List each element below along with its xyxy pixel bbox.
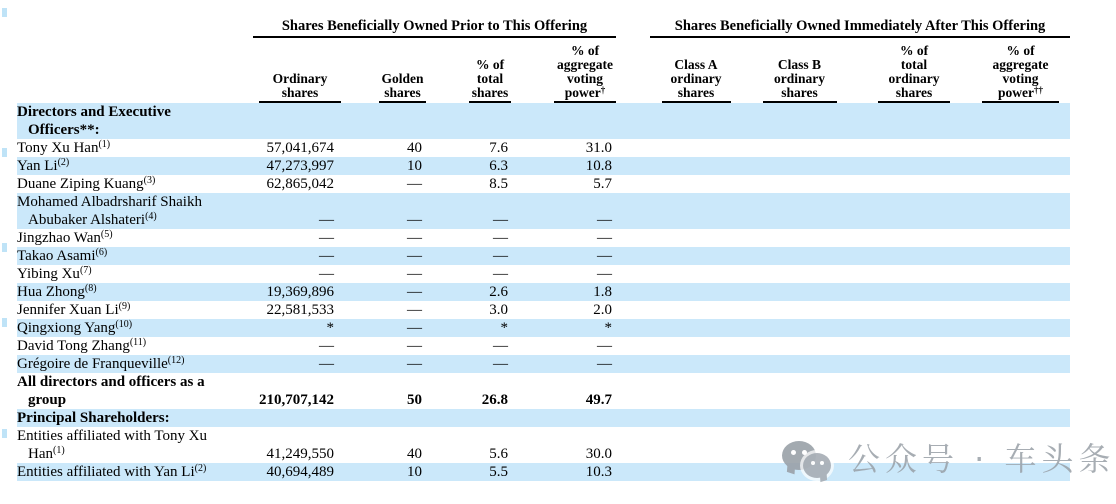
- table-row: [17, 355, 1070, 373]
- cell-value: —: [493, 248, 508, 264]
- cell-value: —: [319, 248, 334, 264]
- cell-value-empty: [857, 247, 971, 265]
- row-label: Jennifer Xuan Li$^{(9)}$: [17, 301, 131, 318]
- column-gap: [616, 283, 650, 301]
- cell-value: 10.3: [585, 464, 612, 480]
- column-gap: [616, 157, 650, 175]
- cell-value: 62,865,042: [266, 176, 334, 192]
- edge-artifact: [2, 148, 7, 157]
- wechat-icon: [780, 437, 836, 481]
- cell-value-empty: [971, 301, 1070, 319]
- row-label: Qingxiong Yang$^{(10)}$: [17, 319, 133, 336]
- prior-offering-group-header: [253, 12, 616, 38]
- column-gap: [616, 319, 650, 337]
- row-label: Duane Ziping Kuang$^{(3)}$: [17, 175, 156, 192]
- cell-value-empty: [650, 139, 742, 157]
- cell-value-empty: [742, 157, 857, 175]
- row-label: Entities affiliated with Yan Li$^{(2)}$: [17, 463, 207, 480]
- cell-value: 30.0: [585, 446, 612, 462]
- cell-value-empty: [650, 319, 742, 337]
- cell-value-empty: [971, 247, 1070, 265]
- cell-value-empty: [742, 301, 857, 319]
- cell-value-empty: [971, 103, 1070, 139]
- cell-value: 5.5: [489, 464, 508, 480]
- table-row: [17, 265, 1070, 283]
- row-label: Mohamed Albadrsharif Shaikh Abubaker Alshateri$^{(4)}$: [17, 194, 202, 228]
- table-row: [17, 193, 1070, 229]
- cell-value-empty: [971, 319, 1070, 337]
- cell-value-empty: [650, 337, 742, 355]
- table-row: [17, 319, 1070, 337]
- column-header: % of aggregate voting power†: [511, 38, 616, 103]
- table-row: [17, 283, 1070, 301]
- cell-value: —: [597, 212, 612, 228]
- cell-value: [253, 103, 341, 139]
- cell-value: 40: [407, 446, 422, 462]
- watermark-text: 公众号 · 车头条: [848, 440, 1116, 478]
- cell-value: —: [407, 284, 422, 300]
- column-header: % of total ordinary shares: [857, 38, 971, 103]
- cell-value: 49.7: [585, 392, 612, 408]
- cell-value: [253, 409, 341, 427]
- cell-value-empty: [971, 283, 1070, 301]
- cell-value: 3.0: [489, 302, 508, 318]
- cell-value: 6.3: [489, 158, 508, 174]
- cell-value-empty: [857, 229, 971, 247]
- cell-value: [511, 103, 616, 139]
- cell-value: —: [407, 176, 422, 192]
- cell-value: —: [407, 338, 422, 354]
- cell-value-empty: [971, 337, 1070, 355]
- cell-value: 10: [407, 464, 422, 480]
- cell-value: —: [319, 230, 334, 246]
- cell-value: *: [500, 320, 508, 336]
- cell-value-empty: [650, 463, 742, 481]
- watermark: [780, 437, 1116, 481]
- cell-value: —: [597, 356, 612, 372]
- cell-value-empty: [971, 409, 1070, 427]
- cell-value: 8.5: [489, 176, 508, 192]
- cell-value: 40: [407, 140, 422, 156]
- column-gap: [616, 301, 650, 319]
- cell-value: —: [597, 248, 612, 264]
- table-body: [17, 103, 1070, 481]
- column-gap: [616, 12, 650, 38]
- column-header: Ordinary shares: [253, 38, 341, 103]
- cell-value-empty: [857, 373, 971, 409]
- column-gap: [616, 175, 650, 193]
- cell-value-empty: [857, 337, 971, 355]
- column-gap: [616, 427, 650, 463]
- cell-value-empty: [650, 247, 742, 265]
- column-gap: [616, 139, 650, 157]
- row-label: David Tong Zhang$^{(11)}$: [17, 337, 147, 354]
- cell-value-empty: [650, 355, 742, 373]
- column-gap: [616, 38, 650, 103]
- cell-value-empty: [742, 319, 857, 337]
- cell-value: —: [407, 230, 422, 246]
- cell-value: —: [597, 230, 612, 246]
- cell-value-empty: [857, 157, 971, 175]
- cell-value-empty: [742, 337, 857, 355]
- cell-value: 41,249,550: [266, 446, 334, 462]
- cell-value: 19,369,896: [266, 284, 334, 300]
- cell-value-empty: [971, 229, 1070, 247]
- column-header: Golden shares: [341, 38, 426, 103]
- cell-value-empty: [857, 409, 971, 427]
- label-column-header: [17, 12, 253, 38]
- prior-offering-group-title: Shares Beneficially Owned Prior to This Offering: [253, 18, 616, 38]
- cell-value-empty: [971, 373, 1070, 409]
- row-label: Entities affiliated with Tony Xu Han$^{(1)}$: [17, 428, 208, 462]
- row-label: Yan Li$^{(2)}$: [17, 157, 70, 174]
- cell-value: —: [319, 338, 334, 354]
- cell-value-empty: [650, 193, 742, 229]
- table-row: [17, 373, 1070, 409]
- after-offering-group-title: Shares Beneficially Owned Immediately After This Offering: [650, 18, 1070, 38]
- table-row: [17, 337, 1070, 355]
- cell-value-empty: [971, 175, 1070, 193]
- table-row: [17, 175, 1070, 193]
- cell-value: 7.6: [489, 140, 508, 156]
- cell-value: 2.0: [593, 302, 612, 318]
- cell-value-empty: [857, 175, 971, 193]
- row-label: Hua Zhong$^{(8)}$: [17, 283, 97, 300]
- cell-value-empty: [857, 355, 971, 373]
- row-label: Yibing Xu$^{(7)}$: [17, 265, 92, 282]
- cell-value: [341, 409, 426, 427]
- cell-value: —: [407, 320, 422, 336]
- cell-value: 47,273,997: [266, 158, 334, 174]
- column-gap: [616, 373, 650, 409]
- cell-value-empty: [971, 265, 1070, 283]
- cell-value-empty: [650, 409, 742, 427]
- cell-value-empty: [742, 139, 857, 157]
- table-row: [17, 139, 1070, 157]
- row-label: Takao Asami$^{(6)}$: [17, 247, 108, 264]
- cell-value: —: [407, 266, 422, 282]
- cell-value: 210,707,142: [259, 392, 334, 408]
- after-offering-group-header: [650, 12, 1070, 38]
- column-header-row: [17, 38, 1070, 103]
- column-gap: [616, 247, 650, 265]
- cell-value: —: [597, 266, 612, 282]
- row-label: All directors and officers as a group: [17, 374, 205, 408]
- table-row: [17, 409, 1070, 427]
- cell-value-empty: [742, 193, 857, 229]
- column-gap: [616, 265, 650, 283]
- cell-value: 50: [407, 392, 422, 408]
- edge-artifact: [2, 8, 7, 17]
- cell-value: —: [493, 338, 508, 354]
- column-gap: [616, 103, 650, 139]
- cell-value-empty: [742, 103, 857, 139]
- cell-value-empty: [650, 427, 742, 463]
- cell-value-empty: [971, 157, 1070, 175]
- cell-value-empty: [857, 139, 971, 157]
- row-label: Grégoire de Franqueville$^{(12)}$: [17, 355, 185, 372]
- cell-value-empty: [650, 283, 742, 301]
- cell-value-empty: [971, 193, 1070, 229]
- cell-value: —: [407, 212, 422, 228]
- cell-value: 26.8: [481, 392, 508, 408]
- group-header-row: [17, 12, 1070, 38]
- cell-value: *: [326, 320, 334, 336]
- label-column-header: [17, 38, 253, 103]
- cell-value-empty: [742, 409, 857, 427]
- cell-value: 2.6: [489, 284, 508, 300]
- cell-value-empty: [650, 301, 742, 319]
- cell-value-empty: [742, 229, 857, 247]
- row-label: Tony Xu Han$^{(1)}$: [17, 139, 111, 156]
- cell-value-empty: [742, 175, 857, 193]
- cell-value-empty: [742, 355, 857, 373]
- cell-value-empty: [857, 265, 971, 283]
- cell-value: 31.0: [585, 140, 612, 156]
- edge-artifact: [2, 318, 7, 327]
- cell-value: 10: [407, 158, 422, 174]
- cell-value: 57,041,674: [266, 140, 334, 156]
- column-gap: [616, 409, 650, 427]
- row-label: Directors and Executive Officers**:: [17, 104, 171, 138]
- column-header: Class A ordinary shares: [650, 38, 742, 103]
- cell-value-empty: [742, 283, 857, 301]
- cell-value-empty: [650, 229, 742, 247]
- row-label: Jingzhao Wan$^{(5)}$: [17, 229, 113, 246]
- cell-value-empty: [971, 355, 1070, 373]
- cell-value-empty: [857, 301, 971, 319]
- cell-value: [426, 409, 511, 427]
- cell-value: 1.8: [593, 284, 612, 300]
- column-gap: [616, 337, 650, 355]
- column-gap: [616, 355, 650, 373]
- cell-value: —: [493, 230, 508, 246]
- cell-value: *: [604, 320, 612, 336]
- edge-artifact: [2, 429, 7, 438]
- column-header: Class B ordinary shares: [742, 38, 857, 103]
- share-ownership-table: [17, 12, 1070, 481]
- cell-value: —: [493, 356, 508, 372]
- cell-value: —: [407, 356, 422, 372]
- cell-value-empty: [742, 265, 857, 283]
- cell-value-empty: [650, 103, 742, 139]
- cell-value: —: [407, 248, 422, 264]
- cell-value: 5.7: [593, 176, 612, 192]
- cell-value: —: [319, 266, 334, 282]
- column-gap: [616, 229, 650, 247]
- row-label: Principal Shareholders:: [17, 410, 170, 426]
- cell-value: 40,694,489: [266, 464, 334, 480]
- cell-value-empty: [650, 265, 742, 283]
- cell-value: 10.8: [585, 158, 612, 174]
- cell-value-empty: [857, 103, 971, 139]
- column-gap: [616, 193, 650, 229]
- cell-value: [341, 103, 426, 139]
- cell-value: [426, 103, 511, 139]
- cell-value: —: [493, 266, 508, 282]
- table-row: [17, 103, 1070, 139]
- cell-value-empty: [857, 319, 971, 337]
- cell-value: —: [493, 212, 508, 228]
- edge-artifact: [2, 243, 7, 252]
- cell-value-empty: [742, 373, 857, 409]
- cell-value: —: [319, 356, 334, 372]
- table-header: [17, 12, 1070, 103]
- table-row: [17, 301, 1070, 319]
- cell-value-empty: [650, 157, 742, 175]
- table-row: [17, 157, 1070, 175]
- cell-value-empty: [742, 247, 857, 265]
- column-header: % of aggregate voting power††: [971, 38, 1070, 103]
- cell-value: 5.6: [489, 446, 508, 462]
- cell-value-empty: [650, 373, 742, 409]
- column-gap: [616, 463, 650, 481]
- cell-value-empty: [857, 283, 971, 301]
- table-row: [17, 247, 1070, 265]
- column-header: % of total shares: [426, 38, 511, 103]
- table-row: [17, 229, 1070, 247]
- cell-value: —: [407, 302, 422, 318]
- cell-value-empty: [857, 193, 971, 229]
- cell-value-empty: [971, 139, 1070, 157]
- cell-value: —: [319, 212, 334, 228]
- cell-value: [511, 409, 616, 427]
- cell-value-empty: [650, 175, 742, 193]
- cell-value: 22,581,533: [266, 302, 334, 318]
- cell-value: —: [597, 338, 612, 354]
- wechat-bubble-small: [803, 453, 831, 478]
